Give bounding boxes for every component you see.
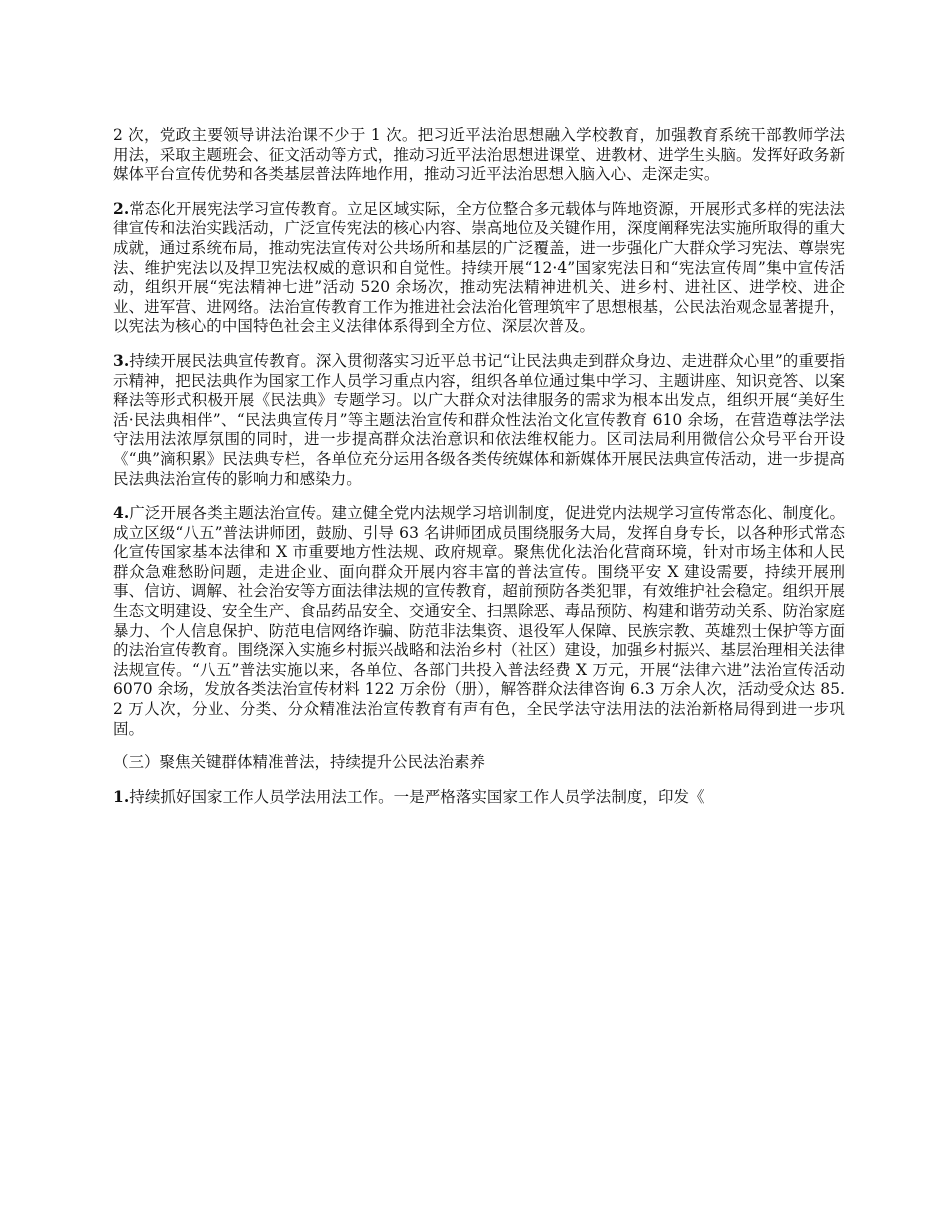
paragraph-3-number: 3. [113, 350, 130, 370]
paragraph-1 [113, 126, 845, 185]
paragraph-5-number: 1. [113, 786, 130, 806]
paragraph-4-text: 广泛开展各类主题法治宣传。建立健全党内法规学习培训制度，促进党内法规学习宣传常态化、制度化。成立区级“八五”普法讲师团，鼓励、引导 63 名讲师团成员围绕服务大局，发挥自身专长，以各种形式常态化宣传国家基本法律和 X 市重要地方性法规、政府规章。聚焦优化法治化营商环境，针对市场主体和人民群众急难愁盼问题，走进企业、面向群众开展内容丰富的普法宣传。围绕平安 X 建设需要，持续开展刑事、信访、调解、社会治安等方面法律法规的宣传教育，超前预防各类犯罪，有效维护社会稳定。组织开展生态文明建设、安全生产、食品药品安全、交通安全、扫黑除恶、毒品预防、构建和谐劳动关系、防治家庭暴力、个人信息保护、防范电信网络诈骗、防范非法集资、退役军人保障、民族宗教、英雄烈士保护等方面的法治宣传教育。围绕深入实施乡村振兴战略和法治乡村（社区）建设，加强乡村振兴、基层治理相关法律法规宣传。“八五”普法实施以来，各单位、各部门共投入普法经费 X 万元，开展“法律六进”法治宣传活动 6070 余场，发放各类法治宣传材料 122 万余份（册），解答群众法律咨询 6.3 万余人次，活动受众达 85.2 万人次，分业、分类、分众精准法治宣传教育有声有色，全民学法守法用法的法治新格局得到进一步巩固。 [113, 504, 845, 738]
paragraph-2 [113, 199, 845, 337]
document-page [113, 126, 845, 821]
paragraph-4-number: 4. [113, 503, 130, 523]
paragraph-2-text: 常态化开展宪法学习宣传教育。立足区域实际，全方位整合多元载体与阵地资源，开展形式多样的宪法法律宣传和法治实践活动，广泛宣传宪法的核心内容、崇高地位及关键作用，深度阐释宪法实施所取得的重大成就，通过系统布局，推动宪法宣传对公共场所和基层的广泛覆盖，进一步强化广大群众学习宪法、尊崇宪法、维护宪法以及捍卫宪法权威的意识和自觉性。持续开展“12·4”国家宪法日和“宪法宣传周”集中宣传活动，组织开展“宪法精神七进”活动 520 余场次，推动宪法精神进机关、进乡村、进社区、进学校、进企业、进军营、进网络。法治宣传教育工作为推进社会法治化管理筑牢了思想根基，公民法治观念显著提升，以宪法为核心的中国特色社会主义法律体系得到全方位、深层次普及。 [113, 199, 845, 336]
paragraph-3-text: 持续开展民法典宣传教育。深入贯彻落实习近平总书记“让民法典走到群众身边、走进群众心里”的重要指示精神，把民法典作为国家工作人员学习重点内容，组织各单位通过集中学习、主题讲座、知识竞答、以案释法等形式积极开展《民法典》专题学习。以广大群众对法律服务的需求为根本出发点，组织开展“美好生活·民法典相伴”、“民法典宣传月”等主题法治宣传和群众性法治文化宣传教育 610 余场，在营造尊法学法守法用法浓厚氛围的同时，进一步提高群众法治意识和依法维权能力。区司法局利用微信公众号平台开设《“典”滴积累》民法典专栏，各单位充分运用各级各类传统媒体和新媒体开展民法典宣传活动，进一步提高民法典法治宣传的影响力和感染力。 [113, 351, 845, 488]
paragraph-4 [113, 503, 845, 739]
paragraph-3 [113, 351, 845, 489]
paragraph-5 [113, 787, 845, 808]
paragraph-2-number: 2. [113, 198, 130, 218]
section-heading: （三）聚焦关键群体精准普法，持续提升公民法治素养 [113, 753, 486, 772]
paragraph-1-text: 2 次，党政主要领导讲法治课不少于 1 次。把习近平法治思想融入学校教育，加强教育系统干部教师学法用法，采取主题班会、征文活动等方式，推动习近平法治思想进课堂、进教材、进学生头脑。发挥好政务新媒体平台宣传优势和各类基层普法阵地作用，推动习近平法治思想入脑入心、走深走实。 [113, 126, 845, 184]
paragraph-5-text: 持续抓好国家工作人员学法用法工作。一是严格落实国家工作人员学法制度，印发《 [129, 787, 705, 806]
